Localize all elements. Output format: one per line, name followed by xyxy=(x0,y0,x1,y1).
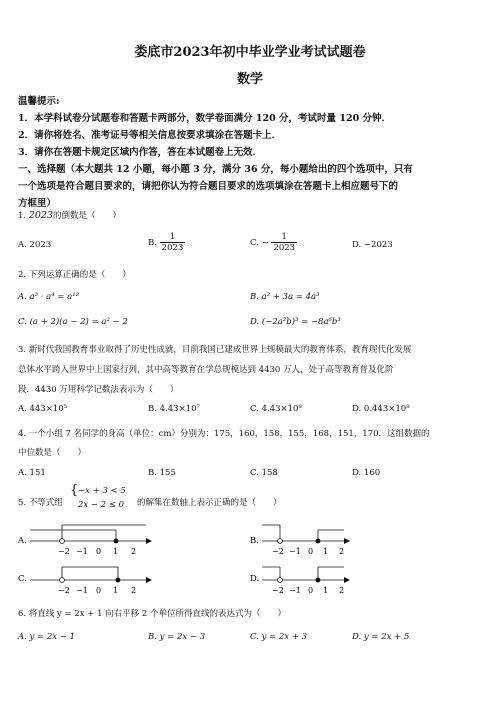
tick-label: 1 xyxy=(113,586,119,595)
q5-option-a-number-line[interactable] xyxy=(17,525,152,556)
tick-label: 2 xyxy=(131,547,137,556)
q1-b-numerator: 1 xyxy=(160,232,186,243)
tick-label: 2 xyxy=(131,586,137,595)
tick-label: 1 xyxy=(323,586,329,595)
tick-label: −1 xyxy=(289,586,301,595)
tick-label: −2 xyxy=(272,547,284,556)
q2-option-d[interactable]: D. (−2a²b)³ = −8a⁶b³ xyxy=(250,317,341,327)
question-5-inequality-1: −x + 3 < 5 xyxy=(78,486,126,496)
open-dot xyxy=(278,539,283,544)
exam-subject: 数学 xyxy=(236,72,263,87)
q6-option-a[interactable]: A. y = 2x − 1 xyxy=(18,632,76,642)
q5-option-b-number-line[interactable] xyxy=(250,525,350,556)
arrow-head xyxy=(344,577,350,583)
question-5-brace: { xyxy=(70,483,79,498)
q3-option-b[interactable]: B. 4.43×10⁷ xyxy=(148,404,200,414)
question-6-stem: 6. 将直线 y = 2x + 1 向右平移 2 个单位所得直线的表达式为（ ） xyxy=(18,609,286,619)
question-3-stem-line3: 段．4430 万用科学记数法表示为（ ） xyxy=(18,385,179,395)
q1-option-a[interactable]: A. 2023 xyxy=(18,240,52,250)
q4-option-d[interactable]: D. 160 xyxy=(352,468,381,478)
tick-label: −2 xyxy=(58,547,70,556)
closed-dot xyxy=(114,539,119,544)
q6-option-c[interactable]: C. y = 2x + 3 xyxy=(250,632,308,642)
q3-option-a[interactable]: A. 443×10⁵ xyxy=(18,404,68,414)
q5-option-c-label: C. xyxy=(18,574,27,584)
q4-option-c[interactable]: C. 158 xyxy=(250,468,278,478)
question-5-inequality-2: 2x − 2 ≤ 0 xyxy=(78,500,125,510)
closed-dot xyxy=(316,539,321,544)
section-heading-line1: 一、选择题（本大题共 12 小题，每小题 3 分，满分 36 分，每小题给出的四个选项中，只有 xyxy=(18,164,413,175)
tick-label: −1 xyxy=(289,547,301,556)
tick-label: −2 xyxy=(58,586,70,595)
q1-option-c-label: C. − xyxy=(250,238,269,248)
q2-option-c[interactable]: C. (a + 2)(a − 2) = a² − 2 xyxy=(18,317,128,327)
tick-label: −1 xyxy=(76,586,88,595)
q5-option-c-number-line[interactable] xyxy=(18,567,152,595)
arrow-head xyxy=(146,538,152,544)
notice-item-1: 1．本学科试卷分试题卷和答题卡两部分，数学卷面满分 120 分，考试时量 120 分钟． xyxy=(18,113,392,124)
question-5-number: 5. 不等式组 xyxy=(18,498,63,508)
arrow-head xyxy=(146,577,152,583)
open-dot xyxy=(60,578,65,583)
tick-label: −2 xyxy=(272,586,284,595)
tick-label: 0 xyxy=(308,547,314,556)
closed-dot xyxy=(316,578,321,583)
arrow-head xyxy=(344,538,350,544)
q2-option-b[interactable]: B. a² + 3a = 4a³ xyxy=(250,292,320,302)
tick-label: 0 xyxy=(96,547,102,556)
question-2-stem: 2. 下列运算正确的是（ ） xyxy=(18,270,131,280)
closed-dot xyxy=(116,578,121,583)
notice-item-2: 2．请你将姓名、准考证号等相关信息按要求填涂在答题卡上． xyxy=(18,130,282,141)
question-1-text: 的倒数是（ ） xyxy=(53,211,122,221)
notice-heading: 温馨提示: xyxy=(18,96,60,107)
q4-option-b[interactable]: B. 155 xyxy=(148,468,176,478)
question-1-number: 1. xyxy=(18,211,27,221)
q6-option-b[interactable]: B. y = 2x − 3 xyxy=(148,632,206,642)
q4-option-a[interactable]: A. 151 xyxy=(18,468,46,478)
tick-label: 2 xyxy=(339,586,345,595)
tick-label: −1 xyxy=(76,547,88,556)
q1-option-b-label: B. xyxy=(148,238,157,248)
q5-option-b-label: B. xyxy=(250,536,259,546)
tick-label: 2 xyxy=(339,547,345,556)
tick-label: 0 xyxy=(308,586,314,595)
exam-title: 娄底市2023年初中毕业学业考试试题卷 xyxy=(134,45,366,60)
open-dot xyxy=(60,539,65,544)
q6-option-d[interactable]: D. y = 2x + 5 xyxy=(352,632,410,642)
q1-c-numerator: 1 xyxy=(271,232,297,243)
q1-c-denominator: 2023 xyxy=(273,243,296,253)
question-5-text: 的解集在数轴上表示正确的是（ ） xyxy=(137,498,282,508)
question-4-stem-line1: 4. 一个小组 7 名同学的身高（单位：cm）分别为：175，160，158，155，168，151，170．这组数据的 xyxy=(18,429,430,439)
q3-option-d[interactable]: D. 0.443×10⁸ xyxy=(352,404,410,414)
section-heading-line3: 方框里） xyxy=(18,198,57,209)
tick-label: 1 xyxy=(113,547,119,556)
q5-option-a-label: A. xyxy=(18,536,27,546)
q3-option-c[interactable]: C. 4.43×10⁸ xyxy=(250,404,302,414)
question-3-stem-line1: 3. 新时代我国教育事业取得了历史性成就，目前我国已建成世界上规模最大的教育体系，教育现代化发展 xyxy=(18,345,412,355)
q2-option-a[interactable]: A. a³ · a⁴ = a¹² xyxy=(18,292,80,302)
q5-option-d-label: D. xyxy=(250,574,260,584)
q1-option-d[interactable]: D. −2023 xyxy=(352,240,393,250)
question-3-stem-line2: 总体水平跨入世界中上国家行列，其中高等教育在学总规模达到 4430 万人，处于高等教育普及化阶 xyxy=(18,365,394,375)
q5-option-d-number-line[interactable] xyxy=(250,567,350,595)
notice-item-3: 3．请你在答题卡规定区域内作答，答在本试题卷上无效． xyxy=(18,147,263,158)
question-4-stem-line2: 中位数是（ ） xyxy=(18,448,87,458)
question-1-math: 2023 xyxy=(28,210,54,221)
section-heading-line2: 一个选项是符合题目要求的，请把你认为符合题目要求的选项填涂在答题卡上相应题号下的 xyxy=(18,181,399,192)
q1-b-denominator: 2023 xyxy=(161,243,184,253)
tick-label: 0 xyxy=(96,586,102,595)
tick-label: 1 xyxy=(323,547,329,556)
open-dot xyxy=(278,578,283,583)
